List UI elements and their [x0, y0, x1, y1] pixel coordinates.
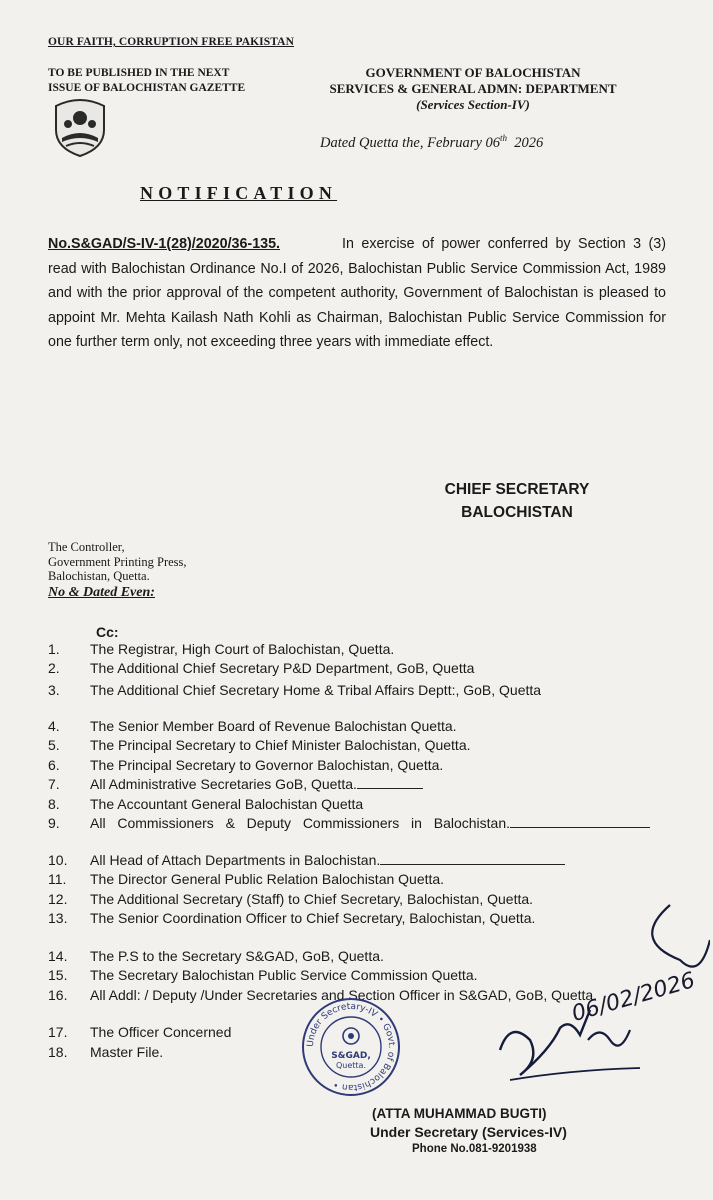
no-dated-even: No & Dated Even:: [48, 585, 155, 600]
department-header: [308, 65, 638, 113]
motto: OUR FAITH, CORRUPTION FREE PAKISTAN: [48, 36, 294, 48]
dated-year: 2026: [514, 134, 544, 151]
cc-item-number: 15.: [48, 967, 68, 983]
cc-item-text-value: All Commissioners & Deputy Commissioners in Balochistan.: [90, 815, 510, 831]
reference-number: No.S&GAD/S-IV-1(28)/2020/36-135.: [48, 236, 281, 252]
cc-label: Cc:: [96, 624, 119, 640]
cc-item-text: The Registrar, High Court of Balochistan, Quetta.: [90, 641, 395, 657]
cc-item-number: 1.: [48, 641, 60, 657]
under-secretary-name: (ATTA MUHAMMAD BUGTI): [372, 1106, 547, 1121]
cc-item-number: 7.: [48, 776, 60, 792]
cc-item-text: The Additional Chief Secretary Home & Tribal Affairs Deptt:, GoB, Quetta: [90, 682, 542, 698]
notification-title: NOTIFICATION: [140, 183, 338, 203]
underline-mark: [380, 854, 565, 865]
signatory-line1: CHIEF SECRETARY: [444, 481, 590, 498]
cc-item: [48, 718, 660, 735]
underline-mark: [510, 817, 650, 828]
controller-line3: Balochistan, Quetta.: [48, 569, 150, 583]
stamp-center-line1: S&GAD,: [331, 1051, 371, 1061]
cc-item-text: The Principal Secretary to Chief Minister Balochistan, Quetta.: [90, 737, 471, 753]
cc-item-text: The Senior Coordination Officer to Chief Secretary, Balochistan, Quetta.: [90, 910, 536, 926]
cc-item-number: 9.: [48, 815, 60, 831]
cc-item: [48, 757, 660, 774]
cc-item-number: 17.: [48, 1024, 68, 1040]
cc-item-number: 18.: [48, 1044, 68, 1060]
cc-item-text: The Accountant General Balochistan Quetta: [90, 796, 364, 812]
gov-line3: (Services Section-IV): [416, 97, 530, 112]
cc-item-text: The Director General Public Relation Balochistan Quetta.: [90, 871, 445, 887]
cc-item-number: 10.: [48, 852, 68, 868]
cc-item-text: The P.S to the Secretary S&GAD, GoB, Quetta.: [90, 948, 384, 964]
under-secretary-title: Under Secretary (Services-IV): [370, 1124, 567, 1140]
cc-item-text-value: All Head of Attach Departments in Balochistan.: [90, 852, 381, 868]
cc-item-number: 12.: [48, 891, 68, 907]
stamp-center-line2: Quetta.: [335, 1061, 367, 1070]
notification-text: In exercise of power conferred by Section 3 (3) read with Balochistan Ordinance No.I of 2026, Balochistan Public Service Commission Act, 1989 and with the prior approval of the competent authority, Government of Balochistan is pleased to appoint Mr. Mehta Kailash Nath Kohli as Chairman, Balochistan Public Service Commission for one further term only, not exceeding three years with immediate effect.: [48, 236, 666, 351]
dated-prefix: Dated Quetta the, February 06: [320, 134, 501, 151]
cc-item: [48, 737, 660, 754]
cc-item-text: The Additional Chief Secretary P&D Department, GoB, Quetta: [90, 660, 475, 676]
signatory-line2: BALOCHISTAN: [461, 504, 573, 521]
under-secretary-phone: Phone No.081-9201938: [412, 1143, 537, 1155]
cc-item-text: All Addl: / Deputy /Under Secretaries and Section Officer in S&GAD, GoB, Quetta.: [90, 987, 598, 1003]
cc-item-text: The Additional Secretary (Staff) to Chief Secretary, Balochistan, Quetta.: [90, 891, 534, 907]
publication-note: [48, 66, 245, 96]
cc-item-text: The Principal Secretary to Governor Balochistan, Quetta.: [90, 757, 444, 773]
cc-item-number: 5.: [48, 737, 60, 753]
cc-item-text: The Senior Member Board of Revenue Balochistan Quetta.: [90, 718, 457, 734]
controller-line2: Government Printing Press,: [48, 554, 187, 569]
gov-line2: SERVICES & GENERAL ADMN: DEPARTMENT: [329, 81, 617, 96]
cc-item-text: The Secretary Balochistan Public Service Commission Quetta.: [90, 967, 478, 983]
cc-item-number: 3.: [48, 682, 60, 698]
cc-item-number: 14.: [48, 948, 68, 964]
cc-item: [48, 796, 660, 813]
cc-item-number: 16.: [48, 987, 68, 1003]
underline-mark: [357, 778, 423, 789]
cc-item-text: [90, 815, 650, 832]
dated-line: [320, 133, 543, 152]
cc-item-text-value: All Administrative Secretaries GoB, Quetta.: [90, 776, 357, 792]
dated-sup: th: [500, 133, 508, 143]
chief-secretary-block: [402, 478, 632, 524]
controller-line1: The Controller,: [48, 540, 125, 554]
balochistan-emblem-icon: [46, 96, 114, 158]
cc-item: [48, 815, 660, 832]
publication-note-line1: TO BE PUBLISHED IN THE NEXT: [48, 67, 230, 79]
official-stamp: [300, 996, 402, 1098]
cc-item-text: [90, 852, 660, 869]
gov-line1: GOVERNMENT OF BALOCHISTAN: [365, 65, 581, 80]
cc-item-number: 6.: [48, 757, 60, 773]
cc-item-text: The Officer Concerned: [90, 1024, 232, 1040]
cc-item-number: 11.: [48, 871, 67, 887]
cc-item: [48, 660, 660, 677]
cc-item-text: Master File.: [90, 1044, 164, 1060]
cc-item: [48, 776, 660, 793]
handwritten-date: 06/02/2026: [569, 968, 698, 1027]
cc-item: [48, 871, 660, 888]
cc-item: [48, 852, 660, 869]
controller-address: [48, 540, 187, 584]
cc-item-number: 4.: [48, 718, 60, 734]
stamp-ring-text: Under Secretary-IV • Govt. of Balochistan •: [305, 1001, 397, 1093]
cc-item-text: [90, 776, 660, 793]
cc-item-number: 2.: [48, 660, 60, 676]
cc-item-number: 13.: [48, 910, 68, 926]
publication-note-line2: ISSUE OF BALOCHISTAN GAZETTE: [48, 82, 246, 94]
cc-item-number: 8.: [48, 796, 60, 812]
cc-item: [48, 641, 660, 658]
cc-item: [48, 682, 660, 699]
notification-body: [48, 232, 666, 355]
svg-text:Under Secretary-IV • Govt. of: [306, 1002, 396, 1092]
